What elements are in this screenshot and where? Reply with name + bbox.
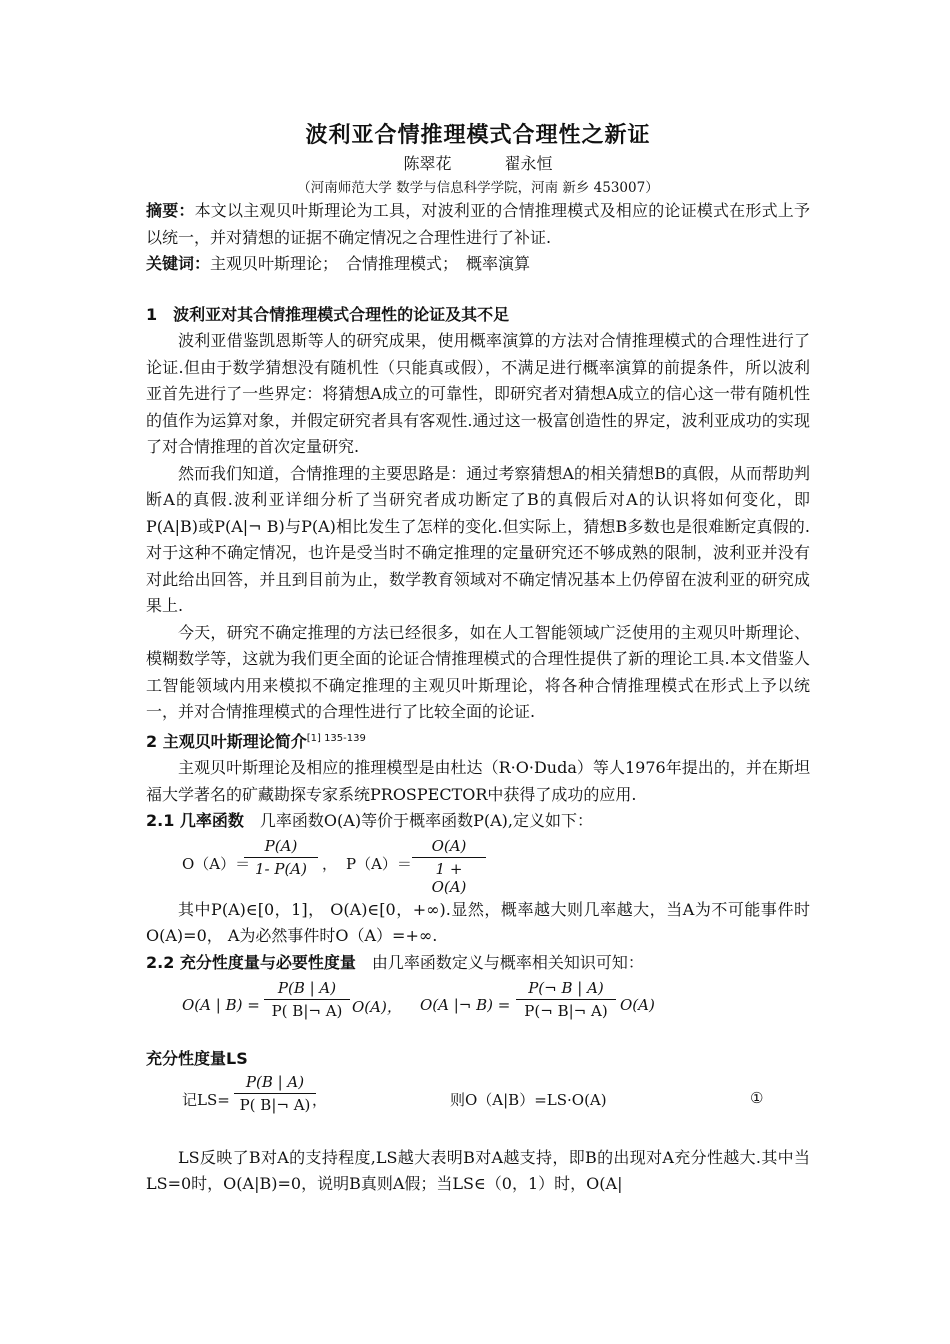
formula-3-fraction — [234, 1073, 316, 1114]
keywords — [146, 251, 810, 278]
ls-paragraph: LS反映了B对A的支持程度,LS越大表明B对A越支持，即B的出现对A充分性越大.其中当LS=0时，O(A|B)=0，说明B真则A假；当LS∈（0，1）时，O(A| — [146, 1147, 810, 1193]
formula-2-fraction — [264, 979, 350, 1020]
section-1-paragraph-2: 然而我们知道，合情推理的主要思路是：通过考察猜想A的相关猜想B的真假，从而帮助判断A的真假.波利亚详细分析了当研究者成功断定了B的真假后对A的认识将如何变化，即P(A|B)或P(A|¬ B)与P(A)相比发生了怎样的变化.但实际上，猜想B多数也是很难断定真假的.对于这种不确定情况，也许是受当时不确定推理的定量研究还不够成熟的限制，波利亚并没有对此给出回答，并且到目前为止，数学教育领域对不确定情况基本上仍停留在波利亚的研究成果上. — [146, 463, 810, 615]
formula-1-lhs: O（A）＝ — [182, 854, 251, 873]
formula-3-comma: ， — [312, 1090, 328, 1109]
formula-3-lhs: 记LS= — [182, 1090, 230, 1109]
formula-2-denominator-2: P(¬ B|¬ A) — [524, 1002, 608, 1020]
formula-2-numerator: P(B | A) — [264, 979, 350, 1000]
equation-number-1: ① — [750, 1088, 764, 1107]
ls-heading: 充分性度量LS — [146, 1049, 248, 1068]
formula-conditional-odds — [146, 976, 810, 1040]
citation: [1] 135-139 — [306, 732, 366, 744]
formula-odds-definition — [146, 835, 810, 897]
section-2-2-label: 2.2 充分性度量与必要性度量 — [146, 952, 356, 972]
formula-3-denominator: P( B|¬ A) — [239, 1095, 311, 1114]
formula-2-lhs-2: O(A |¬ B) = — [420, 996, 511, 1014]
formula-2-lhs: O(A | B) = — [182, 996, 260, 1014]
formula-ls-definition — [146, 1073, 810, 1139]
formula-2-denominator: P( B|¬ A) — [271, 1002, 343, 1020]
paper-title: 波利亚合情推理模式合理性之新证 — [305, 123, 651, 148]
formula-2-tail-2: O(A) — [620, 996, 655, 1014]
section-2-heading — [146, 726, 810, 756]
affiliation: （河南师范大学 数学与信息科学学院，河南 新乡 453007） — [297, 180, 659, 196]
formula-1-denominator: 1- P(A) — [254, 859, 307, 878]
paper-page — [146, 118, 810, 1198]
formula-3-numerator: P(B | A) — [234, 1073, 316, 1094]
abstract — [146, 198, 810, 251]
keywords-text: 主观贝叶斯理论； 合情推理模式； 概率演算 — [210, 254, 531, 273]
formula-1-denominator-2: 1 + O(A) — [431, 859, 467, 896]
section-2-paragraph-1: 主观贝叶斯理论及相应的推理模型是由杜达（R·O·Duda）等人1976年提出的，并在斯坦福大学著名的矿藏勘探专家系统PROSPECTOR中获得了成功的应用. — [146, 758, 810, 804]
formula-1-rhs: P（A）＝ — [346, 854, 412, 873]
formula-1-separator: ， — [322, 854, 338, 873]
author-2: 翟永恒 — [504, 154, 553, 173]
formula-2-numerator-2: P(¬ B | A) — [516, 979, 616, 1000]
section-2-1-text: 几率函数O(A)等价于概率函数P(A),定义如下： — [243, 811, 593, 830]
keywords-label: 关键词： — [146, 254, 211, 273]
section-1-heading: 1 波利亚对其合情推理模式合理性的论证及其不足 — [146, 304, 510, 324]
section-2-1 — [146, 808, 810, 835]
section-2-1-paragraph-2: 其中P(A)∈[0，1]， O(A)∈[0，+∞).显然，概率越大则几率越大，当A为不可能事件时O(A)=0， A为必然事件时O（A）=+∞. — [146, 899, 810, 945]
formula-3-rhs: 则O（A|B）=LS·O(A) — [450, 1090, 607, 1109]
section-2-2-text: 由几率函数定义与概率相关知识可知： — [355, 952, 644, 972]
formula-1-numerator: P(A) — [244, 837, 318, 858]
section-1-paragraph-3: 今天，研究不确定推理的方法已经很多，如在人工智能领域广泛使用的主观贝叶斯理论、模糊数学等，这就为我们更全面的论证合情推理模式的合理性提供了新的理论工具.本文借鉴人工智能领域内用来模拟不确定推理的主观贝叶斯理论，将各种合情推理模式在形式上予以统一，并对合情推理模式的合理性进行了比较全面的论证. — [146, 622, 810, 721]
section-2-heading-text: 2 主观贝叶斯理论简介 — [146, 731, 307, 751]
abstract-text: 本文以主观贝叶斯理论为工具，对波利亚的合情推理模式及相应的论证模式在形式上予以统一，并对猜想的证据不确定情况之合理性进行了补证. — [146, 201, 810, 247]
formula-1-numerator-2: O(A) — [412, 837, 486, 858]
authors — [146, 151, 810, 174]
section-1-paragraph-1: 波利亚借鉴凯恩斯等人的研究成果，使用概率演算的方法对合情推理模式的合理性进行了论证.但由于数学猜想没有随机性（只能真或假），不满足进行概率演算的前提条件，所以波利亚首先进行了一些界定：将猜想A成立的可靠性，即研究者对猜想A成立的信心这一带有随机性的值作为运算对象，并假定研究者具有客观性.通过这一极富创造性的界定，波利亚成功的实现了对合情推理的首次定量研究. — [146, 331, 810, 456]
formula-1-fraction-2 — [412, 837, 486, 896]
formula-2-fraction-2 — [516, 979, 616, 1020]
abstract-label: 摘要： — [146, 201, 195, 220]
section-2-2 — [146, 950, 810, 977]
author-1: 陈翠花 — [403, 154, 452, 173]
formula-2-tail: O(A)， — [352, 998, 402, 1016]
section-2-1-label: 2.1 几率函数 — [146, 811, 244, 830]
formula-1-fraction — [244, 837, 318, 878]
